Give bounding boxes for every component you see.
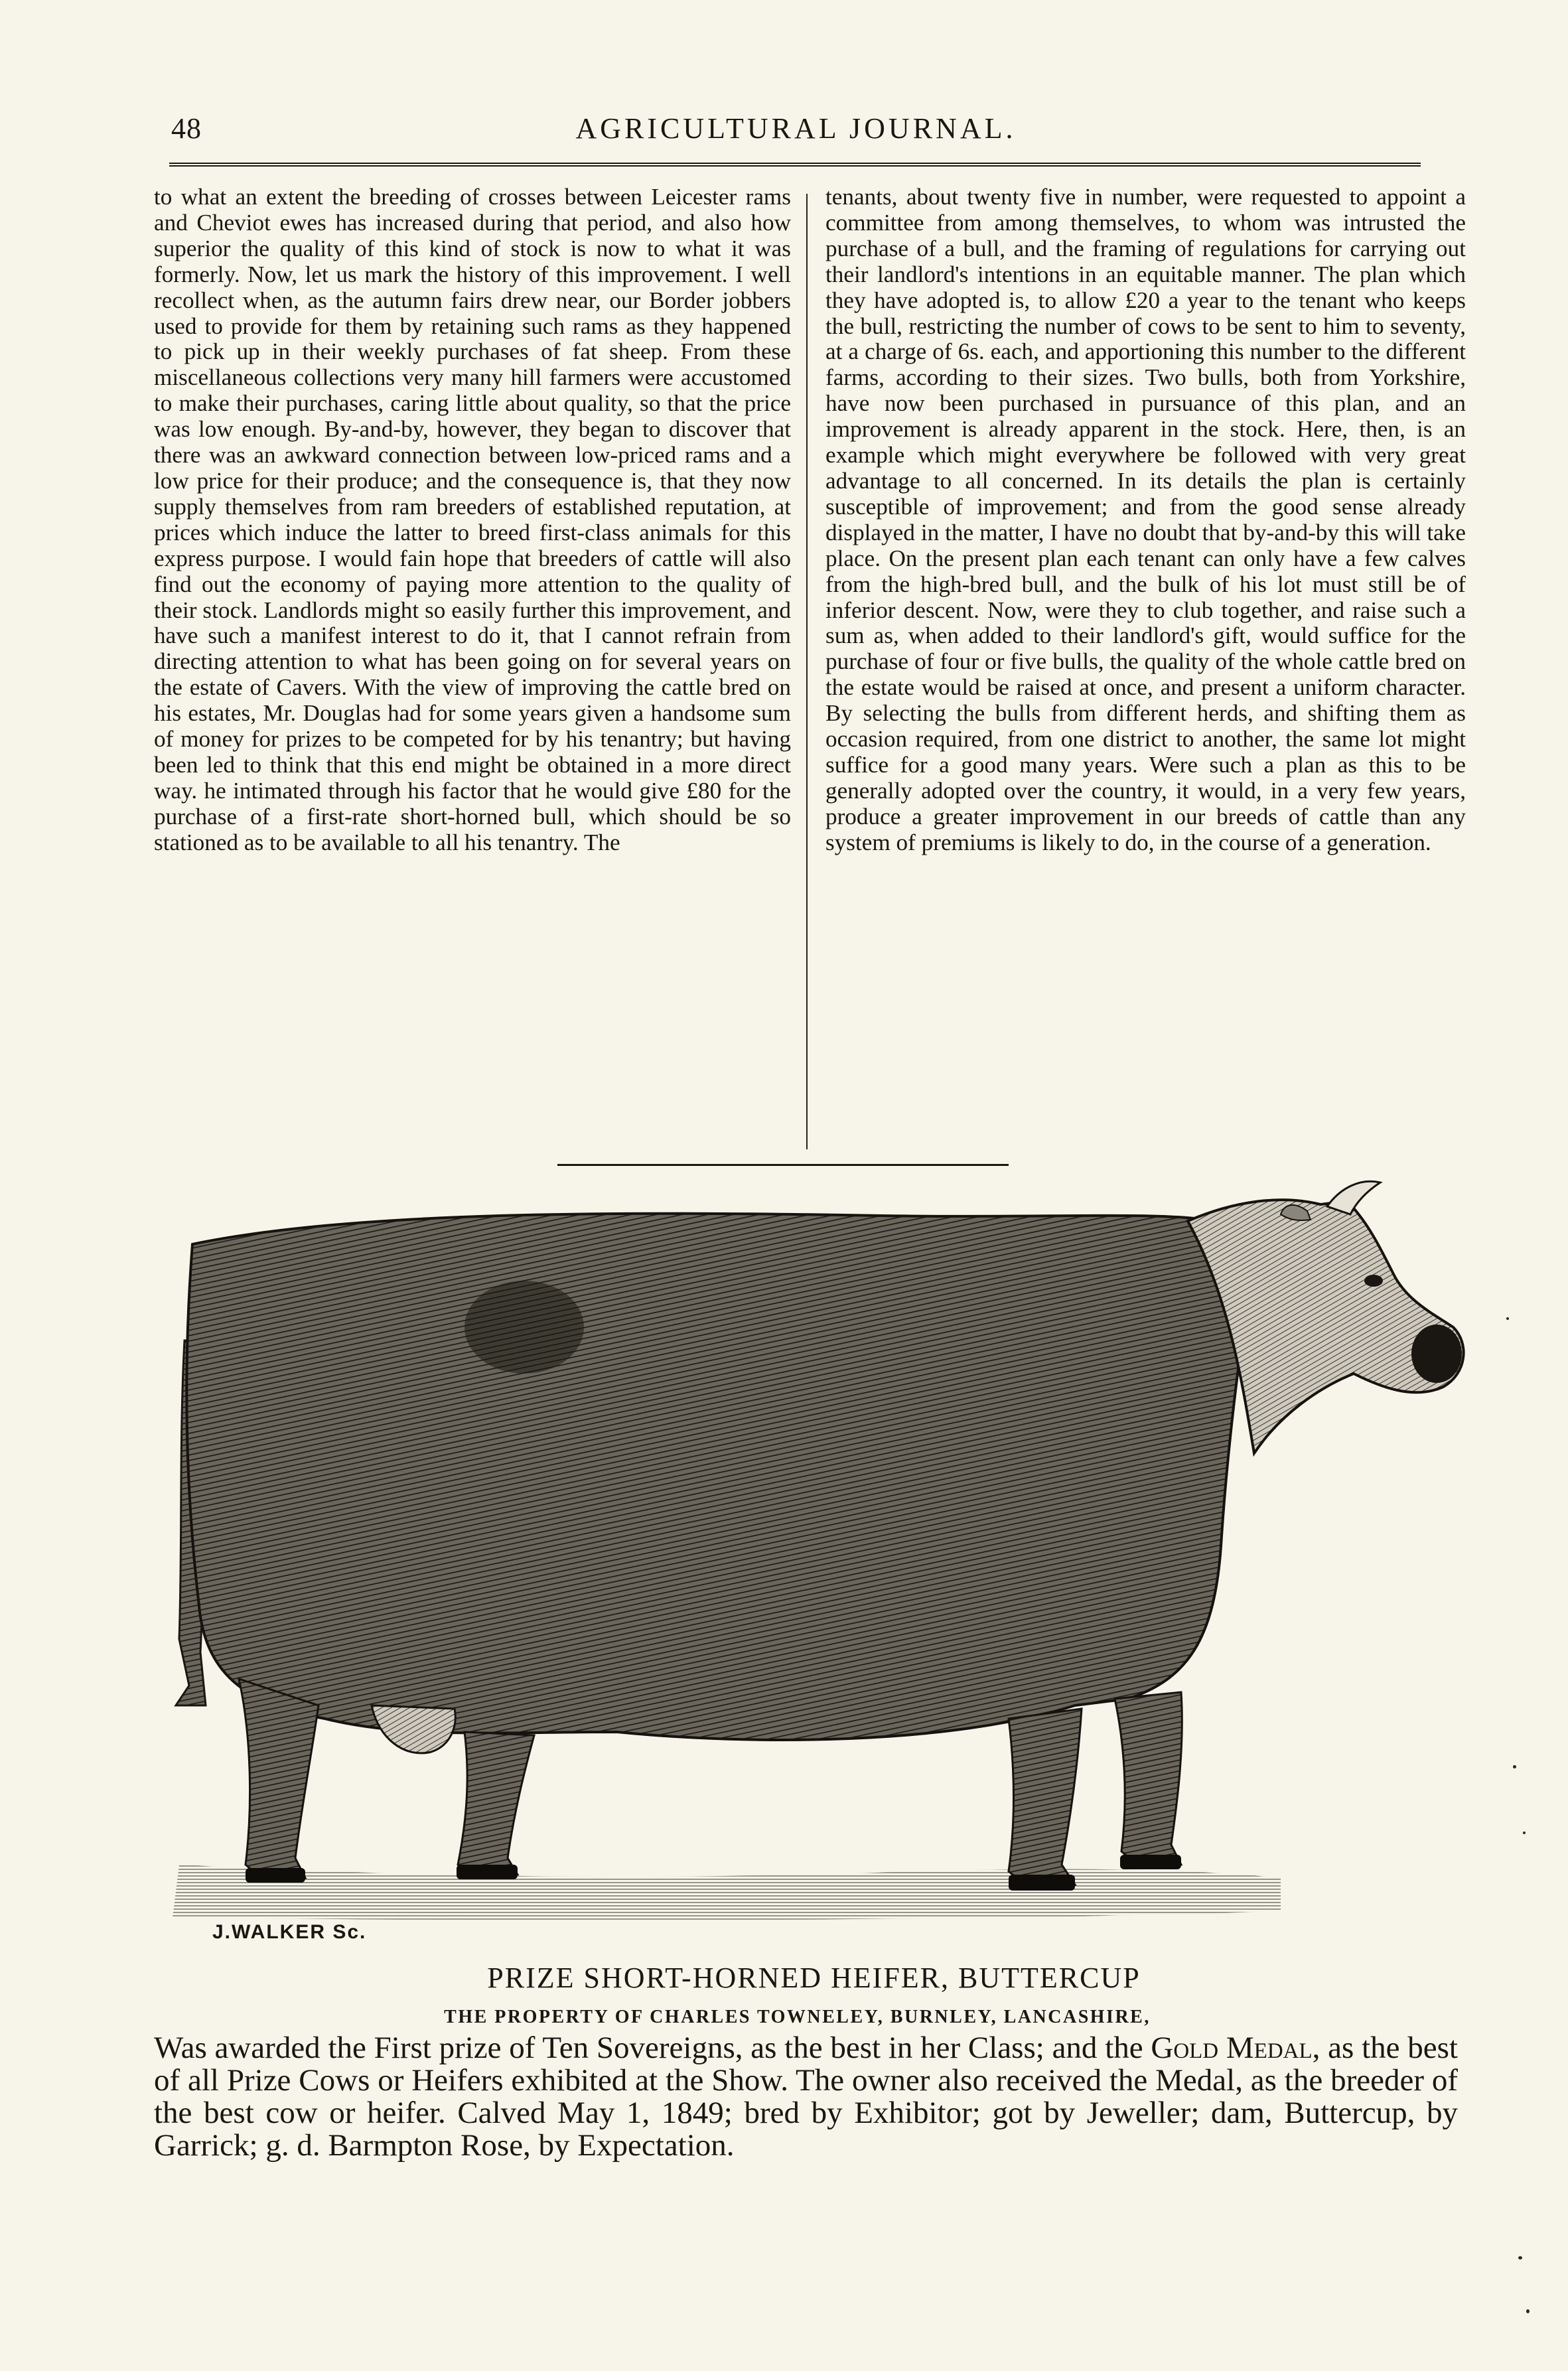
ink-speck [1518, 2256, 1522, 2260]
ink-speck [1526, 2309, 1530, 2313]
right-column-text: tenants, about twenty five in number, were requested to appoint a committee from among themselves, to whom was intrusted the purchase of a bull, and the framing of regulations for carrying out their landlord's intentions in an equitable manner. The plan which they have adopted is, to allow £20 a year to the tenant who keeps the bull, restricting the number of cows to be sent to him to seventy, at a charge of 6s. each, and apportioning this number to the different farms, according to their sizes. Two bulls, both from Yorkshire, have now been purchased in pursuance of this plan, and an improvement is already apparent in the stock. Here, then, is an example which might everywhere be followed with very great advantage to all concerned. In its details the plan is certainly susceptible of improvement; and from the good sense already displayed in the matter, I have no doubt that by-and-by this will take place. On the present plan each tenant can only have a few calves from the high-bred bull, and the bulk of his lot must still be of inferior descent. Now, were they to club together, and raise such a sum as, when added to their landlord's gift, would suffice for the purchase of four or five bulls, the quality of the whole cattle bred on the estate would be raised at once, and present a uniform character. By selecting the bulls from different herds, and shifting them as occasion required, from one district to another, the same lot might suffice for a good many years. Were such a plan as this to be generally adopted over the country, it would, in a very few years, produce a greater improvement in our breeds of cattle than any system of premiums is likely to do, in the course of a generation. [825, 184, 1466, 855]
horn [1327, 1181, 1380, 1214]
eye [1364, 1275, 1383, 1287]
gold-medal-label: Gold Medal, [1151, 2031, 1320, 2065]
left-column-text: to what an extent the breeding of crosses between Leicester rams and Cheviot ewes has increased during that period, and also how superior the quality of this kind of stock is now to what it was formerly. Now, let us mark the history of this improvement. I well recollect when, as the autumn fairs drew near, our Border jobbers used to provide for them by retaining such rams as they happened to pick up in their weekly purchases of fat sheep. From these miscellaneous collections very many hill farmers were accustomed to make their purchases, caring little about quality, so that the price was low enough. By-and-by, however, they began to discover that there was an awkward connection between low-priced rams and a low price for their produce; and the consequence is, that they now supply themselves from ram breeders of established reputation, at prices which induce the latter to breed first-class animals for this express purpose. I would fain hope that breeders of cattle will also find out the economy of paying more attention to the quality of their stock. Landlords might so easily further this improvement, and have such a manifest interest to do it, that I cannot refrain from directing attention to what has been going on for several years on the estate of Cavers. With the view of improving the cattle bred on his estates, Mr. Douglas had for some years given a handsome sum of money for prizes to be competed for by his tenantry; but having been led to think that this end might be obtained in a more direct way. he intimated through his factor that he would give £80 for the purchase of a first-rate short-horned bull, which should be so stationed as to be available to all his tenantry. The [154, 184, 791, 855]
caption-body [154, 2032, 1458, 2162]
engraver-signature: J.WALKER Sc. [212, 1921, 367, 1943]
ink-speck [1513, 1765, 1516, 1768]
hind-leg-far [458, 1732, 534, 1878]
section-rule [557, 1164, 1009, 1166]
ground-shadow [173, 1865, 1281, 1920]
body [186, 1214, 1254, 1740]
caption-text-end: as the best of all Prize Cows or Heifers exhibited at the Show. The owner also received the Medal, as the breeder of the best cow or heifer. Calved May 1, 1849; bred by Exhibitor; got by Jeweller; dam, Buttercup, by Garrick; g. d. Barmpton Rose, by Expectation. [154, 2031, 1458, 2163]
dark-patch [464, 1281, 584, 1374]
ink-speck [1523, 1832, 1526, 1834]
fore-leg-far [1115, 1692, 1182, 1868]
udder [372, 1705, 455, 1753]
journal-title: AGRICULTURAL JOURNAL. [575, 112, 1017, 145]
hind-leg [239, 1679, 319, 1881]
hoof [1120, 1855, 1181, 1869]
hoof [1009, 1875, 1075, 1891]
column-divider [806, 194, 808, 1149]
caption-owner: THE PROPERTY OF CHARLES TOWNELEY, BURNLEY, LANCASHIRE, [444, 2007, 1151, 2027]
ink-speck [1506, 1317, 1509, 1320]
fore-leg [1009, 1709, 1082, 1888]
muzzle [1411, 1325, 1462, 1383]
caption-title: PRIZE SHORT-HORNED HEIFER, BUTTERCUP [487, 1962, 1141, 1994]
running-head [171, 111, 1421, 158]
header-rule [169, 163, 1421, 167]
page-number: 48 [171, 112, 202, 145]
hoof [246, 1868, 305, 1883]
caption-text-start: Was awarded the First prize of Ten Sovereigns, as the best in her Class; and the [154, 2031, 1151, 2065]
heifer-engraving [153, 1175, 1473, 1961]
hoof [457, 1865, 518, 1879]
